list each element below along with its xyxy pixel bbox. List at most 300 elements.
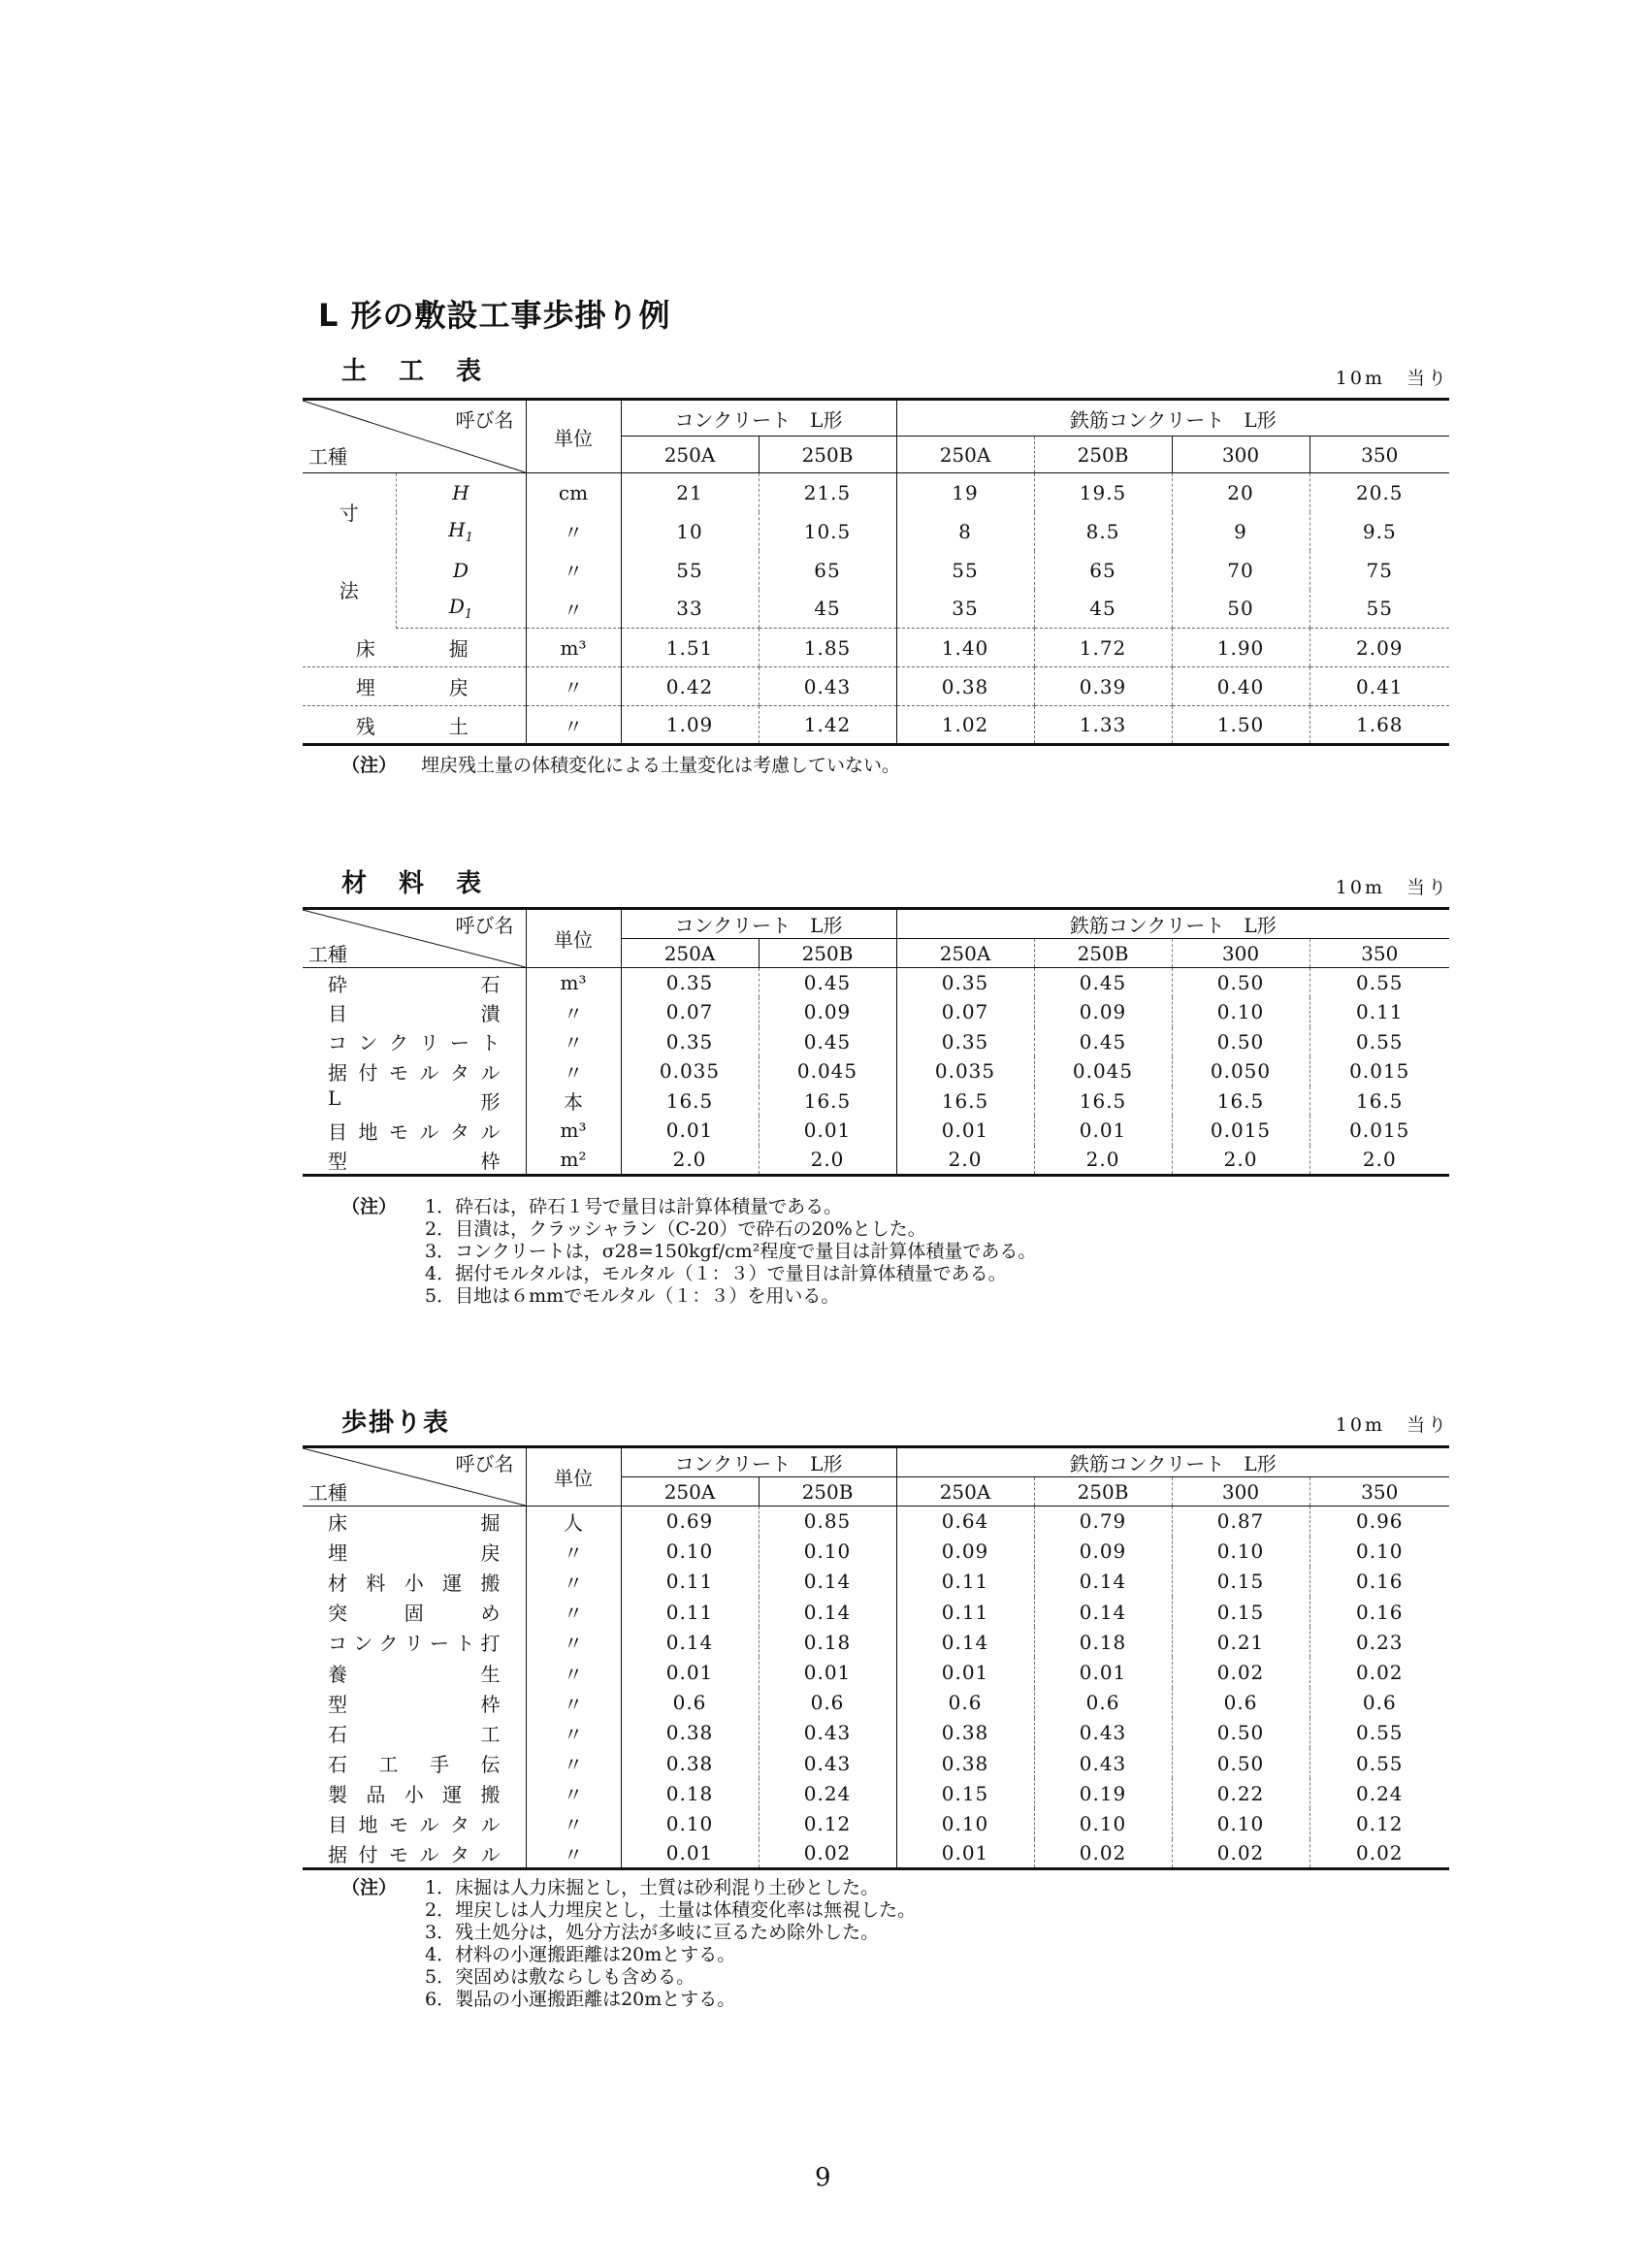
row-unit: 〃 (526, 1627, 621, 1657)
cell: 0.16 (1310, 1597, 1449, 1627)
cell: 0.12 (1310, 1808, 1449, 1838)
cell: 0.6 (1034, 1688, 1172, 1718)
cell: 8 (896, 512, 1034, 551)
cell: 0.6 (1172, 1688, 1310, 1718)
earthwork-title: 土 工 表 (341, 357, 494, 386)
cell: 21.5 (759, 473, 896, 512)
cell: 0.19 (1034, 1778, 1172, 1808)
cell: 0.42 (621, 667, 759, 706)
cell: 0.11 (621, 1597, 759, 1627)
cell: 0.79 (1034, 1507, 1172, 1537)
row-label (303, 1537, 526, 1567)
cell: 0.45 (759, 968, 896, 998)
cell: 1.68 (1310, 706, 1449, 745)
cell: 0.35 (621, 1027, 759, 1057)
row-unit: 人 (526, 1507, 621, 1537)
row-label-text: 据 付 モ ル タ ル (328, 1842, 501, 1866)
header-col: 250B (1034, 1477, 1172, 1507)
table-row (303, 1688, 1449, 1718)
header-group-concrete: コンクリート L形 (621, 909, 896, 939)
header-group-rc: 鉄筋コンクリート L形 (896, 1447, 1449, 1477)
row-label: H (396, 473, 526, 512)
cell: 0.07 (896, 997, 1034, 1027)
cell: 0.6 (621, 1688, 759, 1718)
cell: 19.5 (1034, 473, 1172, 512)
cell: 0.14 (1034, 1597, 1172, 1627)
labor-title: 歩掛り表 (341, 1409, 451, 1438)
cell: 0.14 (759, 1567, 896, 1597)
row-unit: 〃 (526, 1027, 621, 1057)
row-label-text: コ ン ク リ ー ト 打 (328, 1632, 501, 1656)
row-unit: 〃 (526, 1718, 621, 1748)
cell: 0.22 (1172, 1778, 1310, 1808)
note-line: 1．床掘は人力床掘とし，土質は砂利混り土砂とした。 (425, 1877, 880, 1898)
note-head: （注） (341, 755, 398, 776)
cell: 0.09 (759, 997, 896, 1027)
row-label-text: 目 地 モ ル タ ル (328, 1813, 501, 1837)
cell: 0.39 (1034, 667, 1172, 706)
note-line: 5．目地は６mmでモルタル（１：３）を用いる。 (425, 1285, 840, 1307)
cell: 9 (1172, 512, 1310, 551)
row-label-text: 石 工 (328, 1722, 501, 1746)
cell: 0.24 (759, 1778, 896, 1808)
cell: 1.33 (1034, 706, 1172, 745)
cell: 0.01 (759, 1116, 896, 1146)
row-unit: cm (526, 473, 621, 512)
cell: 1.90 (1172, 629, 1310, 667)
row-label: 残 土 (303, 706, 526, 745)
cell: 0.55 (1310, 1027, 1449, 1057)
earthwork-table (303, 398, 1449, 746)
cell: 0.09 (896, 1537, 1034, 1567)
cell: 0.045 (759, 1056, 896, 1086)
cell: 0.01 (896, 1839, 1034, 1869)
cell: 50 (1172, 590, 1310, 629)
cell: 0.11 (621, 1567, 759, 1597)
row-label (303, 1657, 526, 1687)
cell: 0.10 (1172, 997, 1310, 1027)
cell: 1.09 (621, 706, 759, 745)
cell: 2.0 (759, 1146, 896, 1176)
cell: 75 (1310, 551, 1449, 590)
materials-table (303, 907, 1449, 1177)
cell: 0.02 (759, 1839, 896, 1869)
cell: 0.10 (1310, 1537, 1449, 1567)
table-row (303, 512, 1449, 551)
cell: 0.43 (759, 1718, 896, 1748)
row-label: $D_1$ (396, 590, 526, 629)
cell: 70 (1172, 551, 1310, 590)
table-row (303, 1657, 1449, 1687)
row-label (303, 1116, 526, 1146)
table-row (303, 1718, 1449, 1748)
table-row (303, 667, 1449, 706)
note-line: 5．突固めは敷ならしも含める。 (425, 1966, 695, 1988)
row-label-text: 床 掘 (328, 1510, 501, 1535)
cell: 0.10 (759, 1537, 896, 1567)
cell: 0.85 (759, 1507, 896, 1537)
cell: 0.41 (1310, 667, 1449, 706)
table-row (303, 1778, 1449, 1808)
cell: 20 (1172, 473, 1310, 512)
row-label: $H_1$ (396, 512, 526, 551)
header-col: 250B (759, 437, 896, 473)
table-row (303, 706, 1449, 745)
row-label (303, 1597, 526, 1627)
cell: 0.50 (1172, 1027, 1310, 1057)
cell: 0.050 (1172, 1056, 1310, 1086)
row-unit: 本 (526, 1086, 621, 1117)
cell: 0.15 (896, 1778, 1034, 1808)
cell: 2.0 (621, 1146, 759, 1176)
dim-group-label: 寸 (339, 502, 359, 526)
row-label-text: 石 工 手 伝 (328, 1753, 501, 1777)
row-label (303, 1627, 526, 1657)
cell: 0.50 (1172, 968, 1310, 998)
cell: 0.50 (1172, 1718, 1310, 1748)
cell: 16.5 (896, 1086, 1034, 1117)
note-head: （注） (341, 1877, 398, 1898)
cell: 16.5 (759, 1086, 896, 1117)
cell: 0.02 (1172, 1839, 1310, 1869)
cell: 0.10 (1172, 1537, 1310, 1567)
row-unit: m² (526, 1146, 621, 1176)
row-unit: m³ (526, 968, 621, 998)
header-col: 300 (1172, 1477, 1310, 1507)
note-line: 埋戻残土量の体積変化による土量変化は考慮していない。 (421, 755, 901, 776)
row-unit: 〃 (526, 1597, 621, 1627)
row-label-text: 製 品 小 運 搬 (328, 1783, 501, 1807)
page-title: L 形の敷設工事歩掛り例 (318, 297, 671, 334)
header-col: 250A (896, 939, 1034, 968)
row-unit: 〃 (526, 1537, 621, 1567)
cell: 0.43 (759, 1748, 896, 1778)
header-col: 250B (1034, 437, 1172, 473)
cell: 0.045 (1034, 1056, 1172, 1086)
table-row (303, 1507, 1449, 1537)
header-col: 250A (896, 1477, 1034, 1507)
dim-group-label: 法 (339, 579, 359, 602)
cell: 0.035 (621, 1056, 759, 1086)
cell: 0.10 (621, 1808, 759, 1838)
header-type-label: 工種 (308, 943, 347, 966)
cell: 0.02 (1034, 1839, 1172, 1869)
row-label (303, 1507, 526, 1537)
row-label: 埋 戻 (303, 667, 526, 706)
cell: 0.01 (621, 1657, 759, 1687)
cell: 1.51 (621, 629, 759, 667)
header-col: 250B (759, 1477, 896, 1507)
cell: 16.5 (621, 1086, 759, 1117)
row-label-text: 材 料 小 運 搬 (328, 1571, 501, 1595)
header-name-label: 呼び名 (455, 408, 514, 432)
row-unit: 〃 (526, 1778, 621, 1808)
cell: 0.18 (1034, 1627, 1172, 1657)
row-unit: 〃 (526, 706, 621, 745)
cell: 45 (1034, 590, 1172, 629)
header-group-rc: 鉄筋コンクリート L形 (896, 400, 1449, 437)
table-row (303, 1116, 1449, 1146)
cell: 20.5 (1310, 473, 1449, 512)
cell: 45 (759, 590, 896, 629)
header-name-label: 呼び名 (455, 914, 514, 937)
cell: 1.72 (1034, 629, 1172, 667)
table-row (303, 1146, 1449, 1176)
table-row (303, 551, 1449, 590)
table-row (303, 1597, 1449, 1627)
cell: 0.45 (1034, 968, 1172, 998)
cell: 0.10 (1034, 1808, 1172, 1838)
row-label-text: コ ン ク リ ー ト (328, 1031, 501, 1055)
table-row (303, 1839, 1449, 1869)
cell: 0.35 (621, 968, 759, 998)
cell: 16.5 (1034, 1086, 1172, 1117)
row-label-text: 埋 戻 (328, 1540, 501, 1565)
cell: 16.5 (1172, 1086, 1310, 1117)
cell: 0.35 (896, 1027, 1034, 1057)
cell: 0.015 (1310, 1056, 1449, 1086)
cell: 0.07 (621, 997, 759, 1027)
row-label (303, 1688, 526, 1718)
row-unit: m³ (526, 1116, 621, 1146)
header-col: 350 (1310, 1477, 1449, 1507)
row-label: 床 掘 (303, 629, 526, 667)
header-col: 350 (1310, 437, 1449, 473)
header-col: 300 (1172, 437, 1310, 473)
table-row (303, 968, 1449, 998)
cell: 0.43 (759, 667, 896, 706)
cell: 16.5 (1310, 1086, 1449, 1117)
cell: 0.11 (896, 1567, 1034, 1597)
header-col: 250A (621, 939, 759, 968)
cell: 0.14 (621, 1627, 759, 1657)
cell: 0.01 (621, 1839, 759, 1869)
cell: 2.0 (1172, 1146, 1310, 1176)
row-label-text: 目 地 モ ル タ ル (328, 1119, 501, 1144)
cell: 2.09 (1310, 629, 1449, 667)
row-unit: 〃 (526, 667, 621, 706)
cell: 0.6 (759, 1688, 896, 1718)
cell: 0.96 (1310, 1507, 1449, 1537)
cell: 0.45 (1034, 1027, 1172, 1057)
cell: 0.10 (896, 1808, 1034, 1838)
cell: 0.18 (759, 1627, 896, 1657)
row-unit: 〃 (526, 997, 621, 1027)
row-unit: 〃 (526, 1657, 621, 1687)
row-label (303, 1748, 526, 1778)
cell: 0.10 (1172, 1808, 1310, 1838)
cell: 0.14 (1034, 1567, 1172, 1597)
header-group-concrete: コンクリート L形 (621, 1447, 896, 1477)
table-row (303, 590, 1449, 629)
cell: 0.14 (896, 1627, 1034, 1657)
row-unit: 〃 (526, 512, 621, 551)
table-row (303, 1808, 1449, 1838)
cell: 0.10 (621, 1537, 759, 1567)
cell: 0.01 (1034, 1116, 1172, 1146)
cell: 1.02 (896, 706, 1034, 745)
cell: 0.55 (1310, 1718, 1449, 1748)
earthwork-notes (341, 755, 900, 777)
header-group-rc: 鉄筋コンクリート L形 (896, 909, 1449, 939)
header-col: 300 (1172, 939, 1310, 968)
cell: 0.09 (1034, 997, 1172, 1027)
row-label: D (396, 551, 526, 590)
labor-body (303, 1507, 1449, 1869)
note-line: 3．残土処分は，処分方法が多岐に亘るため除外した。 (425, 1922, 880, 1943)
row-label (303, 1808, 526, 1838)
row-label-text: 砕 石 (328, 972, 501, 996)
note-line: 1．砕石は，砕石１号で量目は計算体積量である。 (425, 1196, 843, 1217)
cell: 0.02 (1172, 1657, 1310, 1687)
materials-notes (341, 1196, 1036, 1308)
row-label (303, 1027, 526, 1057)
cell: 0.15 (1172, 1567, 1310, 1597)
cell: 2.0 (1310, 1146, 1449, 1176)
cell: 0.015 (1172, 1116, 1310, 1146)
cell: 0.18 (621, 1778, 759, 1808)
cell: 0.38 (896, 667, 1034, 706)
note-line: 2．埋戻しは人力埋戻とし，土量は体積変化率は無視した。 (425, 1899, 917, 1921)
cell: 0.55 (1310, 1748, 1449, 1778)
cell: 1.40 (896, 629, 1034, 667)
cell: 10 (621, 512, 759, 551)
cell: 8.5 (1034, 512, 1172, 551)
row-label-text: 養 生 (328, 1662, 501, 1686)
header-diagonal-cell (303, 400, 526, 473)
cell: 0.11 (1310, 997, 1449, 1027)
page-number: 9 (815, 2163, 831, 2192)
cell: 10.5 (759, 512, 896, 551)
cell: 0.43 (1034, 1718, 1172, 1748)
row-unit: 〃 (526, 1567, 621, 1597)
cell: 0.01 (896, 1657, 1034, 1687)
header-type-label: 工種 (308, 445, 347, 469)
cell: 21 (621, 473, 759, 512)
table-row (303, 997, 1449, 1027)
cell: 0.6 (1310, 1688, 1449, 1718)
row-label (303, 1718, 526, 1748)
row-label (303, 1567, 526, 1597)
cell: 0.69 (621, 1507, 759, 1537)
row-label-text: 型 枠 (328, 1692, 501, 1716)
header-col: 350 (1310, 939, 1449, 968)
cell: 55 (621, 551, 759, 590)
row-label-text: 目 潰 (328, 1001, 501, 1025)
header-diagonal-cell (303, 909, 526, 968)
header-type-label: 工種 (308, 1481, 347, 1505)
table-row (303, 1567, 1449, 1597)
row-unit: 〃 (526, 1839, 621, 1869)
cell: 35 (896, 590, 1034, 629)
table-row (303, 629, 1449, 667)
note-line: 3．コンクリートは，σ28=150kgf/cm²程度で量目は計算体積量である。 (425, 1241, 1037, 1262)
header-name-label: 呼び名 (455, 1452, 514, 1475)
row-label-text: 突 固 め (328, 1602, 501, 1626)
cell: 55 (896, 551, 1034, 590)
table-row (303, 473, 1449, 512)
cell: 0.01 (759, 1657, 896, 1687)
cell: 0.23 (1310, 1627, 1449, 1657)
header-unit: 単位 (526, 400, 621, 473)
cell: 65 (759, 551, 896, 590)
header-col: 250B (1034, 939, 1172, 968)
table-row (303, 1056, 1449, 1086)
header-col: 250A (621, 1477, 759, 1507)
cell: 0.35 (896, 968, 1034, 998)
cell: 9.5 (1310, 512, 1449, 551)
cell: 1.42 (759, 706, 896, 745)
note-head: （注） (341, 1196, 398, 1217)
cell: 0.6 (896, 1688, 1034, 1718)
table-row (303, 1027, 1449, 1057)
header-unit: 単位 (526, 1447, 621, 1507)
cell: 1.85 (759, 629, 896, 667)
cell: 0.14 (759, 1597, 896, 1627)
row-unit: 〃 (526, 1808, 621, 1838)
note-line: 4．材料の小運搬距離は20mとする。 (425, 1944, 736, 1965)
cell: 2.0 (1034, 1146, 1172, 1176)
cell: 0.12 (759, 1808, 896, 1838)
cell: 0.15 (1172, 1597, 1310, 1627)
table-row (303, 1627, 1449, 1657)
row-label (303, 968, 526, 998)
note-line: 4．据付モルタルは，モルタル（１：３）で量目は計算体積量である。 (425, 1263, 1007, 1284)
header-diagonal-cell (303, 1447, 526, 1507)
cell: 55 (1310, 590, 1449, 629)
cell: 2.0 (896, 1146, 1034, 1176)
table-row (303, 1086, 1449, 1117)
header-col: 250A (896, 437, 1034, 473)
header-col: 250B (759, 939, 896, 968)
earthwork-per-unit: 10m 当り (1335, 368, 1449, 389)
row-label-text: 型 枠 (328, 1149, 501, 1173)
note-line: 6．製品の小運搬距離は20mとする。 (425, 1989, 736, 2010)
cell: 33 (621, 590, 759, 629)
cell: 0.01 (896, 1116, 1034, 1146)
cell: 0.035 (896, 1056, 1034, 1086)
materials-body (303, 968, 1449, 1176)
cell: 0.01 (1034, 1657, 1172, 1687)
row-label (303, 1086, 526, 1117)
labor-notes (341, 1877, 916, 2011)
cell: 0.45 (759, 1027, 896, 1057)
cell: 0.09 (1034, 1537, 1172, 1567)
cell: 0.11 (896, 1597, 1034, 1627)
table-row (303, 1537, 1449, 1567)
cell: 0.21 (1172, 1627, 1310, 1657)
materials-per-unit: 10m 当り (1335, 877, 1449, 898)
note-line: 2．目潰は，クラッシャラン（C-20）で砕石の20%とした。 (425, 1218, 926, 1240)
labor-table (303, 1445, 1449, 1870)
cell: 0.38 (621, 1718, 759, 1748)
row-label-text: 据 付 モ ル タ ル (328, 1060, 501, 1085)
cell: 0.02 (1310, 1657, 1449, 1687)
row-label (303, 1839, 526, 1869)
cell: 0.40 (1172, 667, 1310, 706)
row-unit: 〃 (526, 1748, 621, 1778)
cell: 0.38 (896, 1748, 1034, 1778)
cell: 0.16 (1310, 1567, 1449, 1597)
cell: 0.38 (896, 1718, 1034, 1748)
cell: 0.55 (1310, 968, 1449, 998)
row-label (303, 997, 526, 1027)
header-group-concrete: コンクリート L形 (621, 400, 896, 437)
row-unit: 〃 (526, 590, 621, 629)
row-unit: 〃 (526, 1056, 621, 1086)
row-label-text: L 形 (328, 1086, 501, 1115)
cell: 0.50 (1172, 1748, 1310, 1778)
